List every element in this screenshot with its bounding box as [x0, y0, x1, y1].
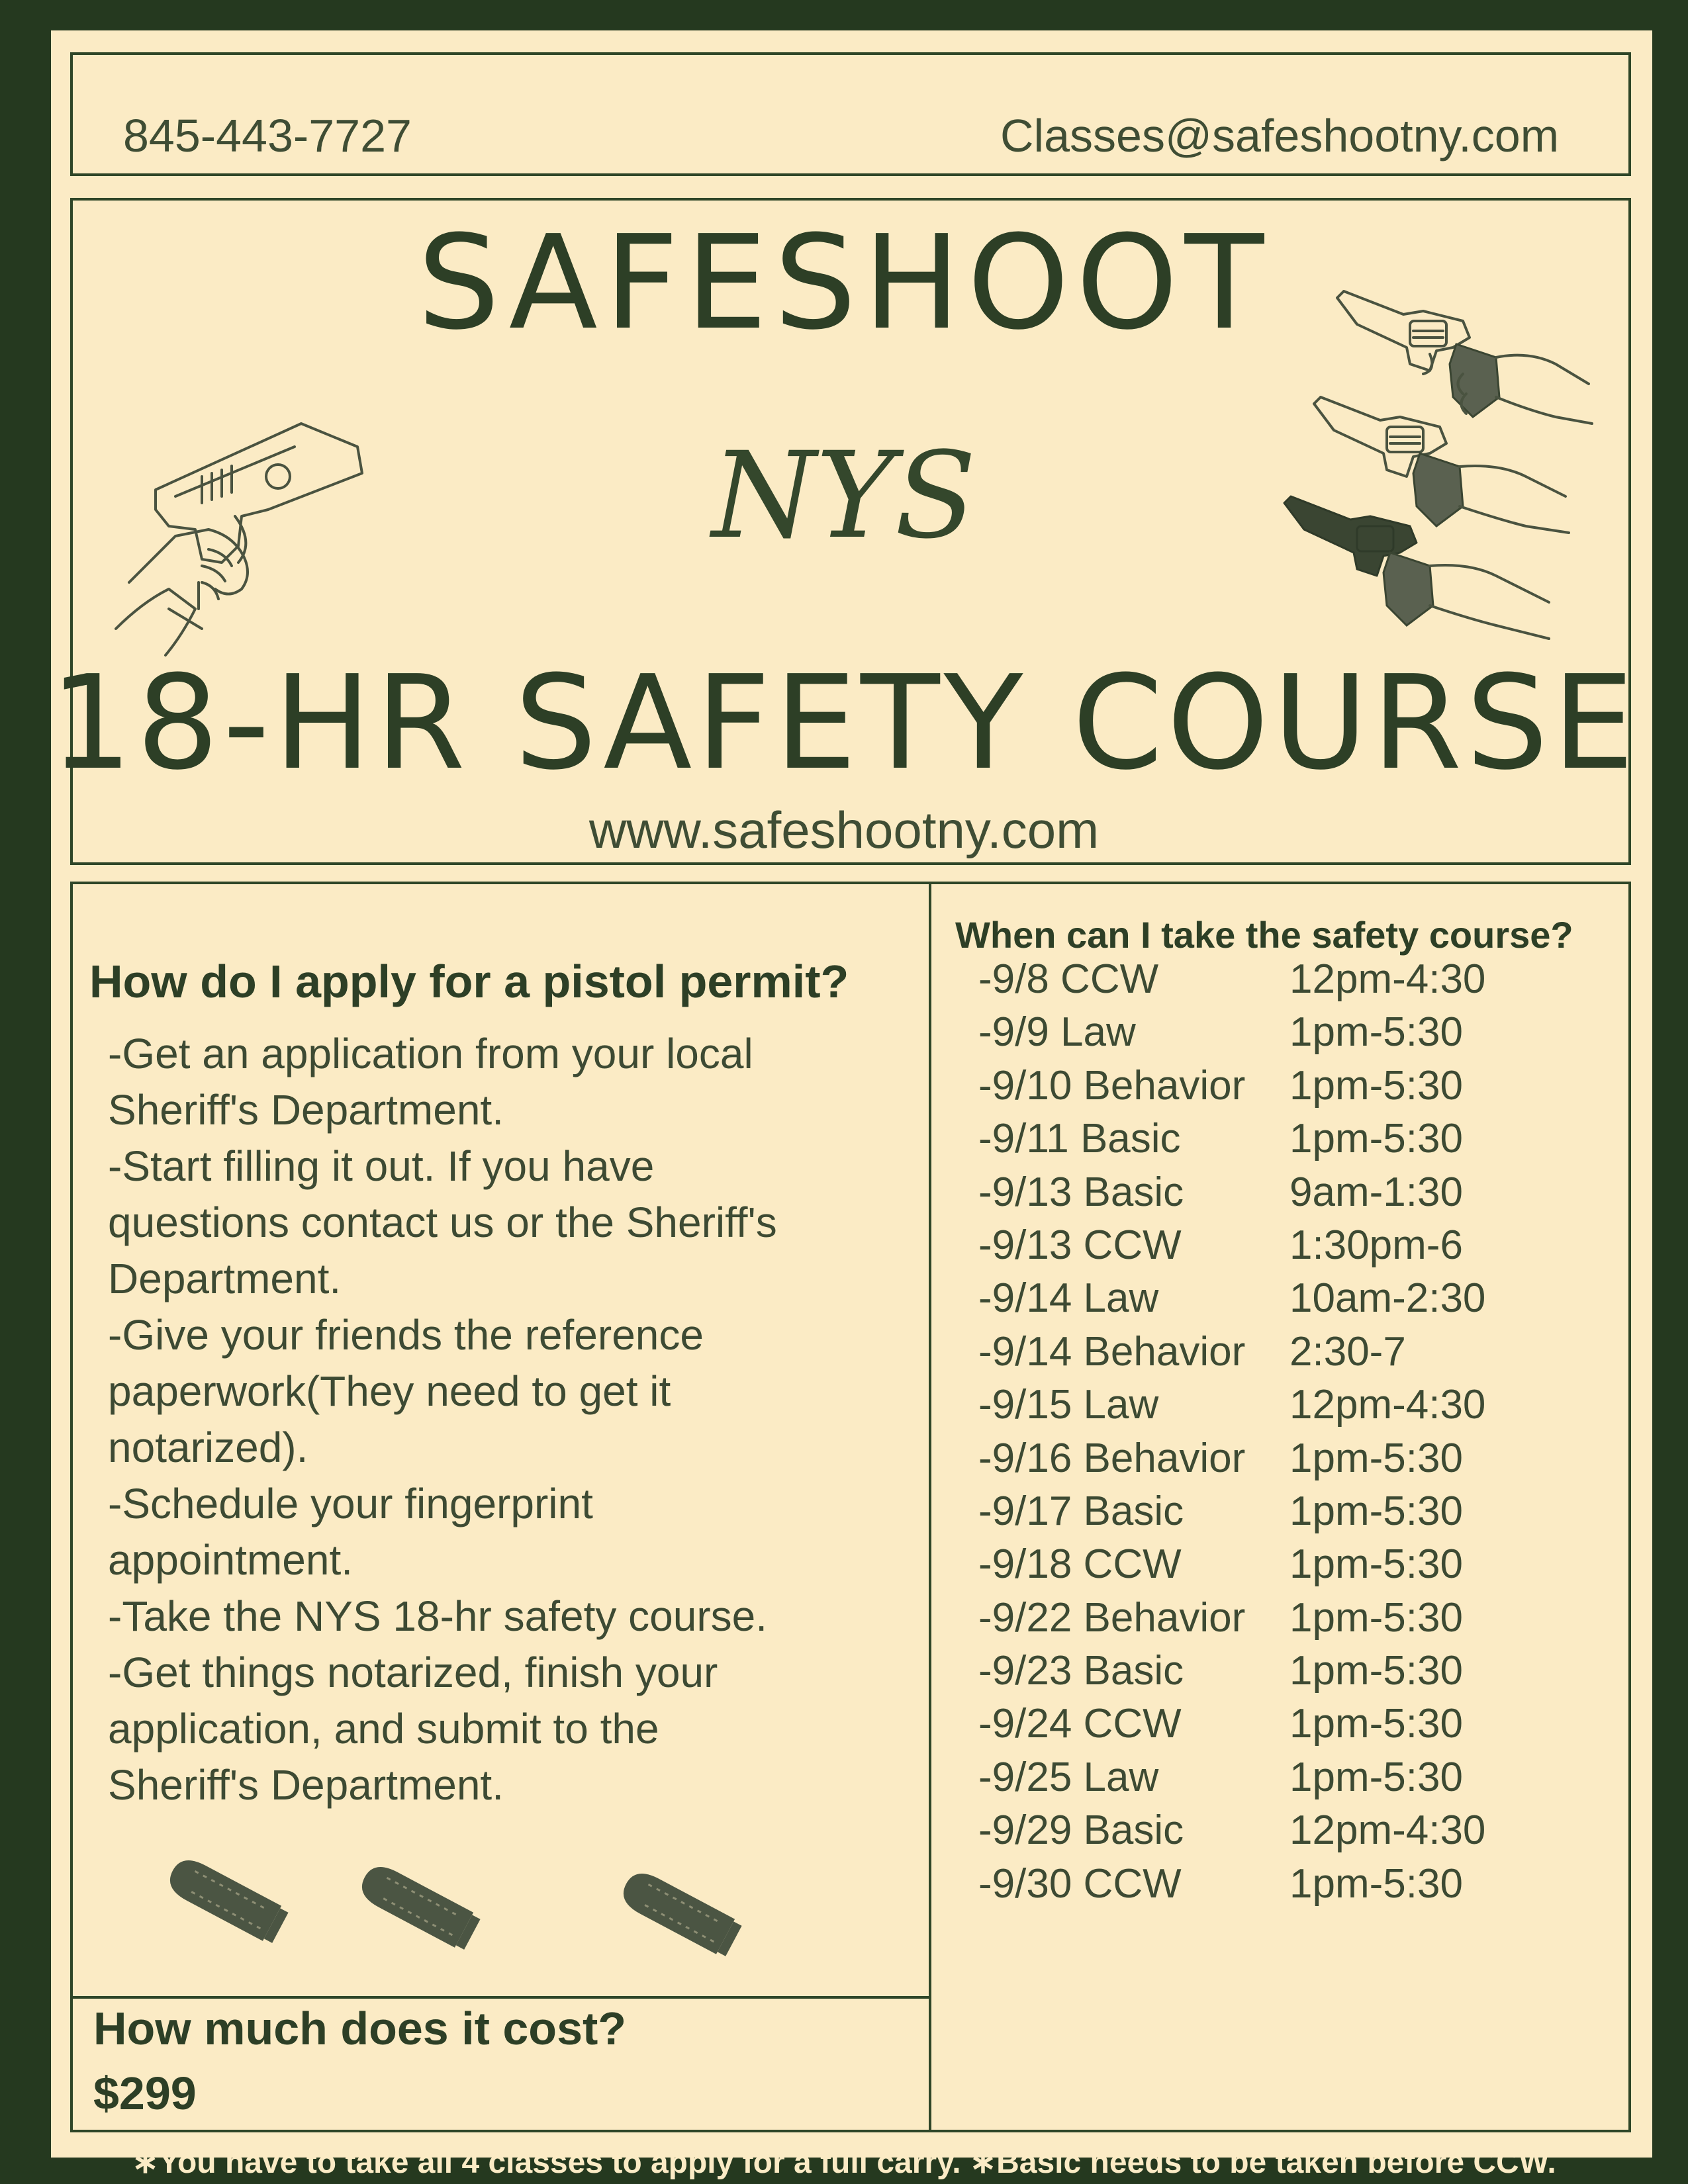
- schedule-date: -9/14 Law: [978, 1275, 1159, 1322]
- apply-step: -Start filling it out. If you have: [108, 1142, 655, 1190]
- apply-step: -Get things notarized, finish your: [108, 1649, 718, 1696]
- schedule-time: 9am-1:30: [1289, 1169, 1463, 1215]
- apply-step: -Schedule your fingerprint: [108, 1480, 593, 1527]
- schedule-date: -9/10 Behavior: [978, 1062, 1246, 1109]
- apply-step: appointment.: [108, 1536, 353, 1584]
- schedule-time: 1pm-5:30: [1289, 1701, 1463, 1747]
- schedule-time: 2:30-7: [1289, 1328, 1406, 1375]
- page-subtitle: NYS: [712, 427, 976, 565]
- revolver-hand-icon: [1278, 490, 1556, 649]
- bullet-icon: [617, 1866, 743, 1958]
- footer-note: ∗You have to take all 4 classes to apply for a full carry. ∗Basic needs to be taken before CCW.: [132, 2145, 1556, 2180]
- schedule-list: [978, 953, 1508, 1911]
- schedule-date: -9/16 Behavior: [978, 1435, 1246, 1481]
- cost-price: $299: [93, 2068, 197, 2119]
- schedule-date: -9/18 CCW: [978, 1541, 1182, 1588]
- schedule-date: -9/9 Law: [978, 1009, 1136, 1056]
- schedule-date: -9/30 CCW: [978, 1860, 1182, 1907]
- schedule-time: 12pm-4:30: [1289, 1807, 1486, 1854]
- schedule-time: 1pm-5:30: [1289, 1860, 1463, 1907]
- apply-step: Department.: [108, 1255, 342, 1302]
- apply-step: -Take the NYS 18-hr safety course.: [108, 1592, 767, 1640]
- schedule-date: -9/14 Behavior: [978, 1328, 1246, 1375]
- cost-heading: How much does it cost?: [93, 2003, 627, 2054]
- schedule-time: 1:30pm-6: [1289, 1222, 1463, 1268]
- schedule-row: [978, 1432, 1508, 1485]
- apply-step: application, and submit to the: [108, 1705, 659, 1752]
- schedule-row: [978, 1272, 1508, 1325]
- schedule-row: [978, 1698, 1508, 1751]
- schedule-row: [978, 1219, 1508, 1272]
- schedule-row: [978, 1006, 1508, 1059]
- schedule-date: -9/15 Law: [978, 1382, 1159, 1428]
- bullet-icon: [169, 1853, 289, 1945]
- schedule-date: -9/13 CCW: [978, 1222, 1182, 1268]
- apply-step: -Get an application from your local: [108, 1030, 753, 1077]
- schedule-row: [978, 953, 1508, 1006]
- email-address: Classes@safeshootny.com: [1000, 110, 1559, 161]
- schedule-date: -9/11 Basic: [978, 1116, 1181, 1162]
- schedule-time: 1pm-5:30: [1289, 1541, 1463, 1588]
- schedule-date: -9/25 Law: [978, 1754, 1159, 1800]
- apply-steps: [108, 1026, 902, 1813]
- schedule-time: 12pm-4:30: [1289, 956, 1486, 1002]
- schedule-row: [978, 1592, 1508, 1645]
- phone-number: 845-443-7727: [123, 110, 412, 161]
- schedule-row: [978, 1113, 1508, 1165]
- apply-heading: How do I apply for a pistol permit?: [89, 956, 849, 1007]
- schedule-time: 1pm-5:30: [1289, 1594, 1463, 1641]
- schedule-date: -9/8 CCW: [978, 956, 1159, 1002]
- schedule-time: 1pm-5:30: [1289, 1009, 1463, 1056]
- schedule-time: 12pm-4:30: [1289, 1382, 1486, 1428]
- schedule-row: [978, 1804, 1508, 1857]
- schedule-date: -9/17 Basic: [978, 1488, 1184, 1534]
- schedule-date: -9/29 Basic: [978, 1807, 1184, 1854]
- schedule-time: 10am-2:30: [1289, 1275, 1486, 1322]
- apply-step: questions contact us or the Sheriff's: [108, 1199, 777, 1246]
- schedule-row: [978, 1485, 1508, 1538]
- apply-step: paperwork(They need to get it: [108, 1367, 671, 1415]
- course-title: 18-HR SAFETY COURSE: [50, 648, 1638, 799]
- schedule-row: [978, 1060, 1508, 1113]
- schedule-date: -9/24 CCW: [978, 1701, 1182, 1747]
- pistol-hand-icon: [103, 410, 381, 675]
- schedule-row: [978, 1379, 1508, 1432]
- apply-step: -Give your friends the reference: [108, 1311, 704, 1359]
- schedule-time: 1pm-5:30: [1289, 1435, 1463, 1481]
- schedule-row: [978, 1166, 1508, 1219]
- schedule-time: 1pm-5:30: [1289, 1488, 1463, 1534]
- schedule-row: [978, 1751, 1508, 1804]
- schedule-heading: When can I take the safety course?: [955, 914, 1573, 956]
- website-link: www.safeshootny.com: [588, 801, 1100, 859]
- apply-step: Sheriff's Department.: [108, 1086, 504, 1134]
- schedule-row: [978, 1645, 1508, 1698]
- schedule-row: [978, 1326, 1508, 1379]
- schedule-date: -9/13 Basic: [978, 1169, 1184, 1215]
- schedule-row: [978, 1858, 1508, 1911]
- schedule-row: [978, 1538, 1508, 1591]
- schedule-time: 1pm-5:30: [1289, 1648, 1463, 1694]
- apply-step: notarized).: [108, 1424, 308, 1471]
- schedule-time: 1pm-5:30: [1289, 1062, 1463, 1109]
- schedule-date: -9/23 Basic: [978, 1648, 1184, 1694]
- apply-step: Sheriff's Department.: [108, 1761, 504, 1809]
- schedule-time: 1pm-5:30: [1289, 1754, 1463, 1800]
- schedule-date: -9/22 Behavior: [978, 1594, 1246, 1641]
- page-title: SAFESHOOT: [417, 208, 1271, 359]
- bullets-illustration: [169, 1840, 831, 1999]
- schedule-time: 1pm-5:30: [1289, 1116, 1463, 1162]
- bullet-icon: [355, 1860, 482, 1952]
